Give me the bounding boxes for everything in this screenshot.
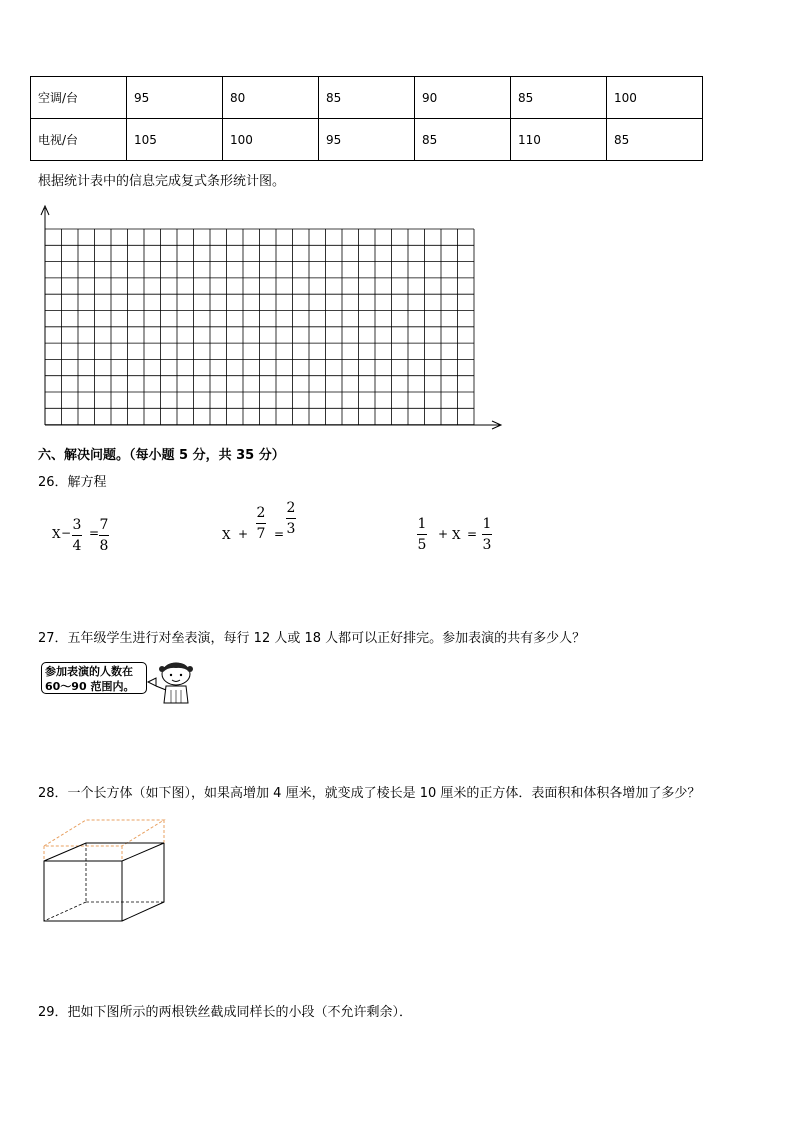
equals: = [89, 526, 100, 540]
denominator: 8 [99, 538, 109, 554]
operator: + [438, 527, 449, 541]
denominator: 3 [482, 537, 492, 553]
table-cell: 110 [511, 119, 607, 161]
statistics-table [30, 76, 703, 161]
fraction [256, 504, 266, 543]
table-cell: 105 [127, 119, 223, 161]
fraction [99, 516, 109, 555]
table-cell: 85 [511, 77, 607, 119]
blank-chart-grid [36, 200, 506, 432]
denominator: 7 [256, 526, 266, 542]
row-label: 空调/台 [31, 77, 127, 119]
cuboid-figure [40, 816, 168, 926]
denominator: 5 [417, 537, 427, 553]
var-x: X [452, 528, 461, 542]
var-x: X [52, 527, 61, 541]
girl-illustration [144, 660, 196, 704]
var-x: X [222, 528, 231, 542]
numerator: 2 [256, 505, 266, 521]
fraction [286, 499, 296, 538]
q29-text: 29．把如下图所示的两根铁丝截成同样长的小段（不允许剩余）． [38, 1005, 413, 1020]
table-cell: 85 [607, 119, 703, 161]
table-row [31, 119, 703, 161]
fraction [482, 515, 492, 554]
fraction [72, 516, 82, 555]
table-cell: 100 [607, 77, 703, 119]
table-cell: 95 [319, 119, 415, 161]
table-cell: 85 [415, 119, 511, 161]
numerator: 1 [482, 516, 492, 532]
bubble-line: 参加表演的人数在 [45, 665, 133, 678]
equals: = [274, 527, 285, 541]
numerator: 3 [72, 517, 82, 533]
numerator: 2 [286, 500, 296, 516]
table-cell: 85 [319, 77, 415, 119]
table-cell: 90 [415, 77, 511, 119]
numerator: 7 [99, 517, 109, 533]
table-cell: 100 [223, 119, 319, 161]
bubble-line: 60～90 范围内。 [45, 680, 135, 693]
table-row [31, 77, 703, 119]
q28-text: 28．一个长方体（如下图），如果高增加 4 厘米，就变成了棱长是 10 厘米的正方体．表面积和体积各增加了多少？ [38, 786, 701, 801]
denominator: 3 [286, 521, 296, 537]
operator: − [61, 526, 72, 540]
speech-bubble [41, 662, 147, 694]
section-heading: 六、解决问题。（每小题 5 分，共 35 分） [38, 448, 285, 463]
table-cell: 80 [223, 77, 319, 119]
row-label: 电视/台 [31, 119, 127, 161]
operator: + [238, 527, 249, 541]
numerator: 1 [417, 516, 427, 532]
denominator: 4 [72, 538, 82, 554]
q26-title: 26．解方程 [38, 475, 107, 490]
q27-text: 27．五年级学生进行对垒表演，每行 12 人或 18 人都可以正好排完。参加表演的共有多少人？ [38, 631, 586, 646]
table-cell: 95 [127, 77, 223, 119]
fraction [417, 515, 427, 554]
chart-instruction: 根据统计表中的信息完成复式条形统计图。 [38, 174, 286, 189]
equals: = [467, 527, 478, 541]
